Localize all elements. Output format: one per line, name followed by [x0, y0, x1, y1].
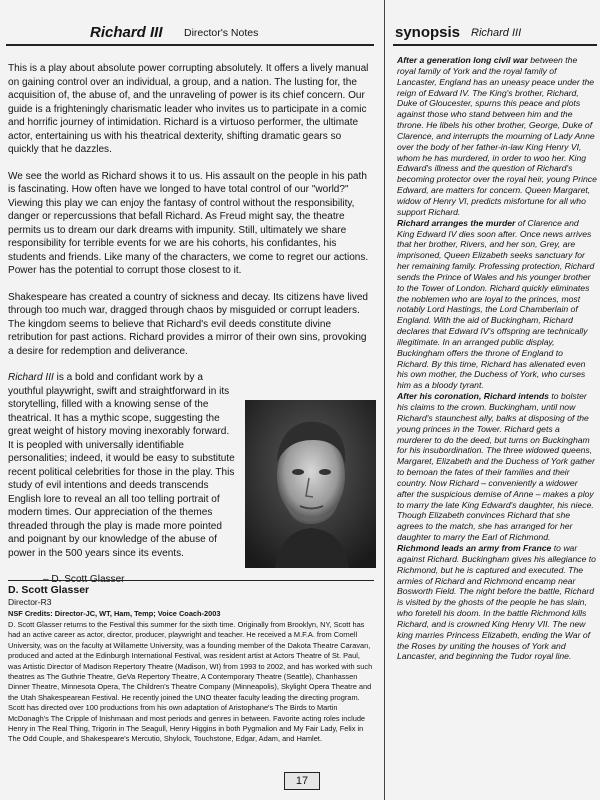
bio-text: D. Scott Glasser returns to the Festival this summer for the sixth time. Originally from Brooklyn, NY, Scott has had an active career as actor, director, producer, playwright and teacher. He received a M.F.A. from Cornell University, was on the faculty at Willamette University, was a founding member of the Dakota Theatre Caravan, produced and acted at the Edinburgh International Festival, was resident artist at Actors Theatre of St. Paul, was Artistic Director of Madison Repertory Theatre (Madison, WI) from 1993 to 2002, and has worked with such theatres as The Guthrie Theatre, GeVa Repertory Theatre, A Contemporary Theatre (Seattle), Chanhassen Dinner Theatre, Minnesota Opera, The Children's Theatre Company (Minneapolis), Skylight Opera Theatre and the Utah Shakespearean Festival. He recently joined the UNO theater faculty leading the directing program. Scott has directed over 100 productions from his own adaptation of Aristophane's The Birds to Martin McDonagh's The Cripple of Inishmaan and most periods and genres in between. Favorite acting roles include Henry in The Real Thing, Trigorin in The Seagull, Henry Higgins in both Pygmalion and My Fair Lady, Felix in The Odd Couple, and Shakespeare's Mercutio, Shylock, Touchstone, Edgar, Adam, and Hamlet.	[8, 620, 373, 744]
notes-paragraph	[8, 371, 236, 560]
synopsis-text: to war against Richard. Buckingham gives his allegiance to Richmond, but he is captured and executed. The armies of Richard and Richmond encamp near Bosworth Field. The night before the battle, Richard is visited by the ghosts of the people he has slain, who foretell his doom. In the battle Richmond kills Richard, and is crowned King Henry VII. The new king marries Princess Elizabeth, ending the War of the Roses by uniting the houses of York and Lancaster, and beginning the Tudor royal line.	[397, 542, 596, 662]
play-title-inline: Richard III	[8, 372, 54, 383]
director-photo	[245, 400, 376, 568]
play-title: Richard III	[90, 24, 163, 41]
notes-paragraph: This is a play about absolute power corrupting absolutely. It offers a lively manual on gaining control over an individual, a group, and a nation. The lusting for, the acquisition of, the abuse of, and the unraveling of power is its chief concern. Our guide is a frighteningly charismatic leader who invites us to participate in a comic and horrific journey of intimidation. Richard is a virtuoso performer, the ultimate actor, entertaining us with his theatrical dexterity, shifting dramatic gears so quickly that he dazzles.	[8, 63, 369, 155]
synopsis-text: of Clarence and King Edward IV dies soon after. Once news arrives that her brother, Rivers, and her son, Grey, are imprisoned, Queen Elizabeth seeks sanctuary for her remaining family. Professing protection, Richard sends the Prince of Wales and his younger brother to the Tower of London. Richard quickly eliminates the noblemen who are loyal to the princes, most notably Lord Hastings, the Lord Chamberlain of England. With the aid of Buckingham, Richard declares that Edward IV's offspring are technically illegitimate. In an arranged public display, Buckingham offers the throne of England to Richard. By this time, Richard has alienated even his own mother, the Duchess of York, who curses him as a bloody tyrant.	[397, 217, 595, 391]
synopsis-paragraph	[397, 55, 597, 218]
synopsis-paragraph	[397, 391, 597, 543]
synopsis-paragraph	[397, 543, 597, 662]
bio-role: Director-R3	[8, 597, 52, 607]
director-bio	[8, 580, 374, 745]
synopsis-lead: Richard arranges the murder	[397, 217, 516, 228]
synopsis-lead: After a generation long civil war	[397, 55, 528, 65]
notes-subtitle: Director's Notes	[184, 27, 259, 39]
bio-credits: NSF Credits: Director-JC, WT, Ham, Temp; Voice Coach-2003	[8, 609, 221, 618]
synopsis-header	[393, 22, 597, 46]
synopsis-heading: synopsis	[395, 24, 461, 41]
notes-paragraph: We see the world as Richard shows it to us. His assault on the people in his path is fascinating. How often have we longed to have total control of our "world?" Viewing this play we can enjoy the fantasy of control without the responsibility, danger or repercussions that befall Richard. As Freud might say, the theatre permits us to dream our dark dreams with impunity. Still, ultimately we share responsibility for terrible events for we are his cohorts, his confidantes, his students and friends. Like many of the characters, we come to regret our actions. Power has the potential to corrupt those closest to it.	[8, 170, 369, 276]
synopsis-text: between the royal family of York and the royal family of Lancaster, England has an uneasy peace under the reign of Edward IV. The King's brother, Richard, Duke of Gloucester, spurns this peace and plots against those who stand between him and the throne. He libels his other brother, George, Duke of Clarence, and interrupts the mourning of Lady Anne over the body of her father-in-law King Henry VI, whom he has murdered, in order to woo her. King Edward's illness and the question of Richard's becoming protector over the royal heir, young Prince Edward, are matters for concern. Queen Margaret, widow of Henry VI, predicts misfortune for all who support Richard.	[397, 55, 597, 217]
director-portrait-image	[245, 400, 376, 568]
notes-paragraph: Shakespeare has created a country of sickness and decay. Its citizens have lived through too much war, dragged through chaos by misguided or corrupt leaders. The kingdom seems to believe that Richard's evil deeds constitute divine retribution for past actions. Richard provides a mirror of their own sins, provoking a desire for redemption and deliverance.	[8, 291, 369, 357]
synopsis-lead: After his coronation, Richard intends	[397, 391, 549, 402]
bio-name: D. Scott Glasser	[8, 584, 90, 596]
synopsis-paragraph	[397, 218, 597, 392]
synopsis-play-title: Richard III	[471, 27, 522, 39]
notes-paragraph-text: is a bold and confidant work by a youthful playwright, swift and straightforward in its storytelling, filled with a knowing sense of the theatrical. It has a mythic scope, suggesting the great weight of history moving inexorably forward. It is peopled with universally identifiable personalities; indeed, it would be easy to substitute recent political celebrities for those in the play. This study of evil intentions and deeds transcends English lore to reveal an all too telling portrait of modern times. Our appreciation of the themes threaded through the play is made more pointed and poignant by our knowledge of the abuse of power in the 500 years since its events.	[8, 372, 235, 559]
synopsis-text: to bolster his claims to the crown. Buckingham, until now Richard's staunchest ally, balks at disposing of the young princes in the Tower. Richard gets a murderer to do the deed, but turns on Buckingham for his insubordination. The three widowed queens, Margaret, Elizabeth and the Duchess of York gather to bemoan the fates of their families and their country. Now Richard – conveniently a widower after the suspicious demise of Anne – makes a ploy to marry the late King Edward's daughter, his niece. Though Elizabeth convinces Richard that she agrees to the match, she has arranged for her daughter to marry the Earl of Richmond.	[397, 391, 595, 543]
synopsis-column	[384, 0, 600, 800]
notes-signature: – D. Scott Glasser	[43, 574, 125, 585]
page-number: 17	[284, 772, 320, 790]
synopsis-lead: Richmond leads an army from France	[397, 542, 552, 553]
synopsis-body	[397, 55, 597, 662]
directors-notes-header	[6, 22, 374, 46]
